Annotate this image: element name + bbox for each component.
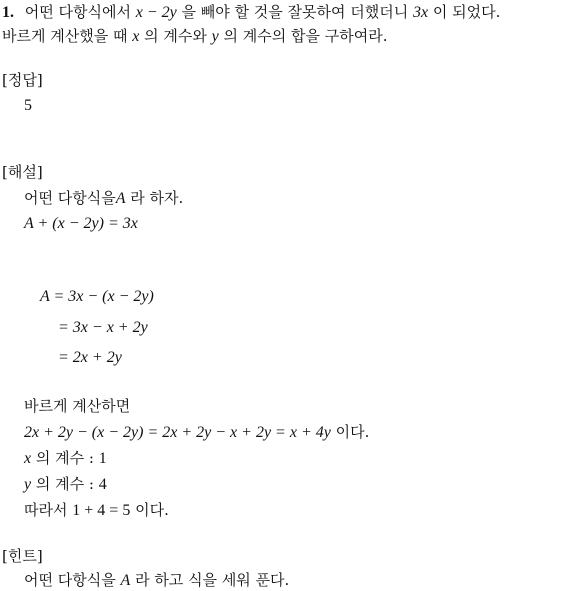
explanation-math: A	[115, 190, 126, 207]
coefficient-x-value: 1	[98, 450, 107, 467]
problem-text: 의 계수와	[144, 27, 207, 45]
coefficient-y-value: 4	[98, 476, 107, 493]
problem-text: 이 되었다.	[432, 3, 501, 21]
answer-label: [정답]	[2, 71, 43, 89]
coefficient-x-line	[24, 448, 107, 469]
final-math: 1 + 4 = 5	[72, 502, 131, 519]
problem-text: 바르게 계산했을 때	[2, 27, 128, 45]
problem-text: 을 빼야 할 것을 잘못하여 더했더니	[181, 3, 409, 21]
answer-value: 5	[24, 97, 32, 114]
explanation-text: 의 계수 :	[35, 449, 94, 467]
problem-text: 의 계수의 합을 구하여라.	[223, 27, 388, 45]
final-line	[24, 500, 169, 521]
explanation-text: 어떤 다항식을	[24, 189, 116, 207]
equation-3: = 3x − x + 2y	[58, 319, 148, 336]
explanation-text: 의 계수 :	[35, 475, 94, 493]
explanation-text: 이다.	[135, 501, 169, 519]
equation-5-line	[24, 422, 369, 443]
hint-text: 라 하고 식을 세워 푼다.	[135, 571, 290, 589]
explanation-text: 라 하자.	[130, 189, 184, 207]
problem-math: x	[132, 28, 140, 45]
problem-math: x − 2y	[135, 4, 177, 21]
explanation-text: 따라서	[24, 501, 68, 519]
equation-5: 2x + 2y − (x − 2y) = 2x + 2y − x + 2y = x + 4y	[24, 424, 331, 441]
coefficient-y-line	[24, 474, 107, 495]
problem-math: 3x	[413, 4, 429, 21]
explanation-label: [해설]	[2, 163, 43, 181]
equation-1: A + (x − 2y) = 3x	[24, 215, 138, 232]
coefficient-y-var: y	[24, 476, 32, 493]
equation-4: = 2x + 2y	[58, 349, 122, 366]
problem-line-1	[2, 2, 500, 23]
hint-line	[24, 570, 289, 591]
hint-label: [힌트]	[2, 547, 43, 565]
hint-text: 어떤 다항식을	[24, 571, 116, 589]
coefficient-x-var: x	[24, 450, 32, 467]
problem-text: 어떤 다항식에서	[24, 3, 131, 21]
problem-math: y	[211, 28, 219, 45]
equation-2: A = 3x − (x − 2y)	[40, 288, 154, 305]
hint-math: A	[120, 572, 131, 589]
explanation-intro	[24, 188, 183, 209]
explanation-correct-text: 바르게 계산하면	[24, 397, 131, 415]
problem-line-2	[2, 26, 388, 47]
problem-number: 1.	[2, 4, 14, 21]
explanation-text: 이다.	[335, 423, 370, 441]
